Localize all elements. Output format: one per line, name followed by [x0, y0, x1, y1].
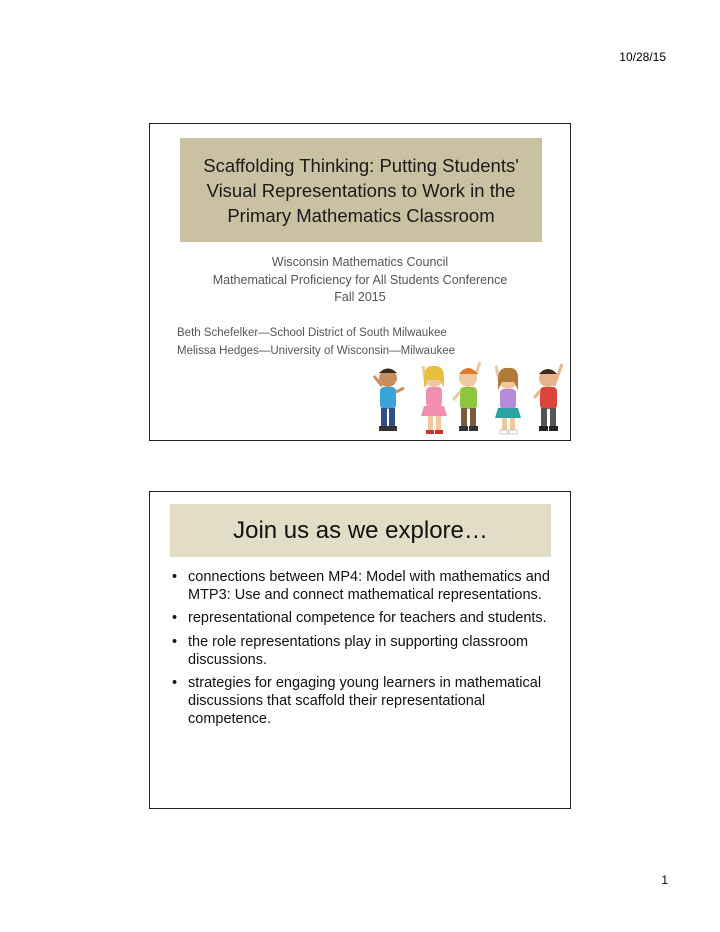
slide-1-authors: [177, 325, 455, 360]
child-figure: [453, 362, 480, 431]
bullet-list: [170, 568, 550, 734]
title-line: Primary Mathematics Classroom: [227, 204, 495, 226]
page-number: 1: [661, 873, 668, 887]
bullet-item: • representational competence for teachers and students.: [170, 609, 550, 627]
slide-1-subtitle: [150, 254, 570, 307]
child-figure: [374, 369, 404, 432]
slide-2: [149, 491, 571, 809]
slide-2-title: Join us as we explore…: [170, 504, 551, 557]
children-illustration: [368, 356, 572, 442]
subtitle-line: Fall 2015: [334, 290, 386, 304]
author-line: Melissa Hedges—University of Wisconsin—Milwaukee: [177, 344, 456, 357]
child-figure: [421, 366, 447, 434]
slide-1: [149, 123, 571, 441]
subtitle-line: Wisconsin Mathematics Council: [271, 255, 449, 269]
bullet-item: • connections between MP4: Model with mathematics and MTP3: Use and connect mathematical representations.: [170, 568, 550, 604]
bullet-item: • the role representations play in supporting classroom discussions.: [170, 633, 550, 669]
title-line: Visual Representations to Work in the: [206, 179, 516, 201]
author-line: Beth Schefelker—School District of South Milwaukee: [177, 327, 447, 339]
child-figure: [534, 364, 562, 431]
bullet-item: • strategies for engaging young learners in mathematical discussions that scaffold their representational competence.: [170, 674, 550, 729]
subtitle-line: Mathematical Proficiency for All Students Conference: [212, 272, 508, 287]
page-date: 10/28/15: [619, 50, 666, 64]
title-line: Scaffolding Thinking: Putting Students': [203, 154, 519, 176]
child-figure: [495, 366, 521, 434]
slide-1-title: [180, 138, 542, 242]
